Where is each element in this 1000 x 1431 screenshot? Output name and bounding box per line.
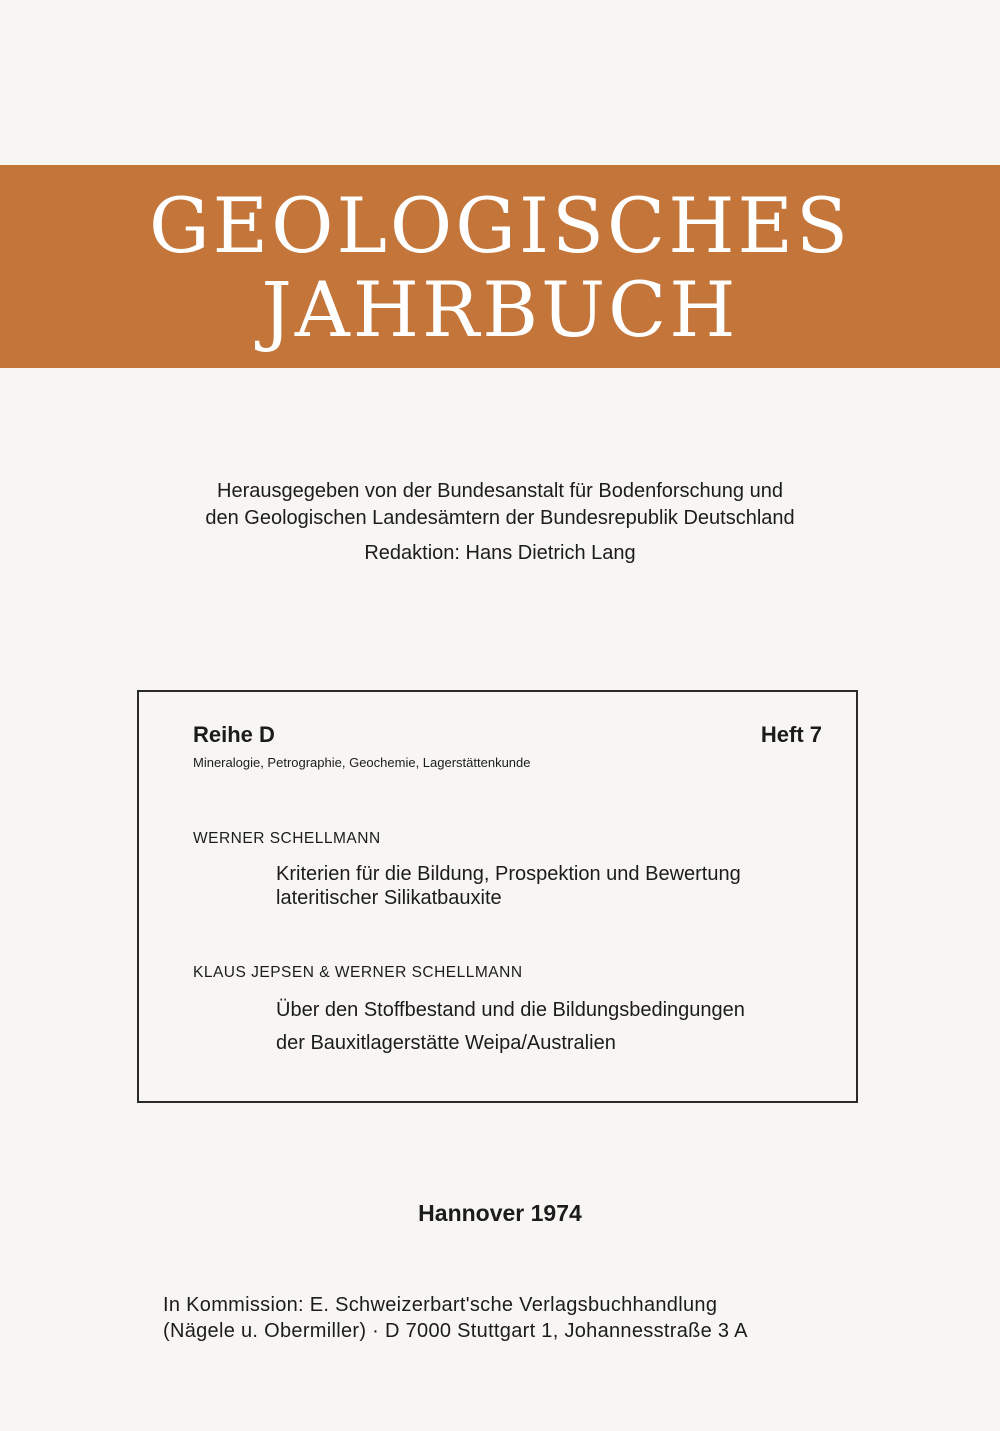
commission-imprint (163, 1292, 748, 1344)
article-author: WERNER SCHELLMANN (193, 830, 381, 847)
journal-title-line2: JAHRBUCH (261, 265, 739, 354)
commission-line2: (Nägele u. Obermiller) · D 7000 Stuttgart 1, Johannesstraße 3 A (163, 1320, 748, 1342)
publisher-line2: den Geologischen Landesämtern der Bundesrepublik Deutschland (205, 507, 795, 529)
publisher-line1: Herausgegeben von der Bundesanstalt für Bodenforschung und (217, 480, 783, 502)
journal-title-line1: GEOLOGISCHES (148, 181, 852, 270)
article-title-line: Kriterien für die Bildung, Prospektion und Bewertung (276, 863, 741, 885)
place-year: Hannover 1974 (418, 1200, 582, 1226)
issue-number: Heft 7 (760, 722, 822, 747)
publisher-statement (0, 478, 1000, 532)
editor-line: Redaktion: Hans Dietrich Lang (364, 542, 636, 564)
article-title-line: Über den Stoffbestand und die Bildungsbedingungen (276, 999, 745, 1021)
article-title-line: lateritischer Silikatbauxite (276, 887, 502, 909)
series-subjects: Mineralogie, Petrographie, Geochemie, Lagerstättenkunde (193, 755, 531, 770)
article-title-line: der Bauxitlagerstätte Weipa/Australien (276, 1032, 616, 1054)
series-label: Reihe D (193, 722, 275, 747)
article-title (276, 994, 745, 1060)
commission-line1: In Kommission: E. Schweizerbart'sche Verlagsbuchhandlung (163, 1294, 718, 1316)
article-title (276, 862, 741, 910)
issue-contents-box (137, 690, 858, 1103)
article-author: KLAUS JEPSEN & WERNER SCHELLMANN (193, 964, 523, 981)
